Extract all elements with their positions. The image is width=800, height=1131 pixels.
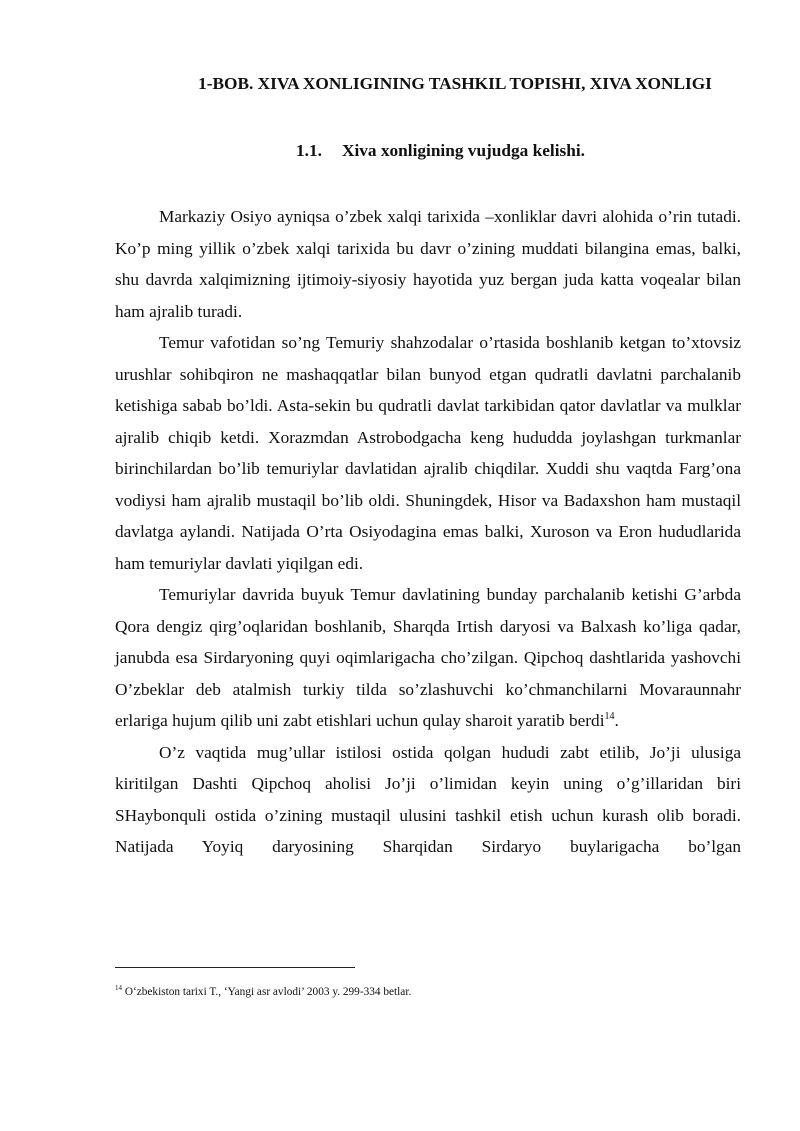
footnote-text: O‘zbekiston tarixi T., ‘Yangi asr avlodi’ 2003 y. 299-334 betlar. [124,986,412,998]
footnote-separator [115,967,355,968]
section-number: 1.1. [296,141,322,160]
paragraph-text: O’z vaqtida mug’ullar istilosi ostida qolgan hududi zabt etilib, Jo’ji ulusiga kiritilgan Dashti Qipchoq aholisi Jo’ji o’limidan keyin uning o’g’illaridan biri SHaybonquli ostida o’zining mustaqil ulusini tashkil etish uchun kurash olib boradi. Natijada Yoyiq daryosining Sharqidan Sirdaryo buylarigacha bo’lgan [115,742,741,856]
section-title: Xiva xonligining vujudga kelishi. [342,141,585,160]
paragraph-4 [115,737,741,863]
paragraph-text: Markaziy Osiyo ayniqsa o’zbek xalqi tarixida –xonliklar davri alohida o’rin tutadi. Ko’p ming yillik o’zbek xalqi tarixida bu davr o’zining muddati bilangina emas, balki, shu davrda xalqimizning ijtimoiy-siyosiy hayotida yuz bergan juda katta voqealar bilan ham ajralib turadi. [115,207,741,321]
paragraph-end-punctuation: . [614,711,619,730]
footnote-reference[interactable]: 14 [604,711,615,723]
footnote [115,986,411,998]
footnote-number: 14 [115,984,122,993]
paragraph-text: Temur vafotidan so’ng Temuriy shahzodalar o’rtasida boshlanib ketgan to’xtovsiz urushlar sohibqiron ne mashaqqatlar bilan bunyod etgan qudratli davlatni parchalanib ketishiga sabab bo’ldi. Asta-sekin bu qudratli davlat tarkibidan qator davlatlar va mulklar ajralib chiqib ketdi. Xorazmdan Astrobodgacha keng hududda joylashgan turkmanlar birinchilardan bo’lib temuriylar davlatidan ajralib chiqdilar. Xuddi shu vaqtda Farg’ona vodiysi ham ajralib mustaqil bo’lib oldi. Shuningdek, Hisor va Badaxshon ham mustaqil davlatga aylandi. Natijada O’rta Osiyodagina emas balki, Xuroson va Eron hududlarida ham temuriylar davlati yiqilgan edi. [115,333,741,573]
section-heading [296,141,585,161]
paragraph-3 [115,579,741,737]
paragraph-text: Temuriylar davrida buyuk Temur davlatining bunday parchalanib ketishi G’arbda Qora dengiz qirg’oqlaridan boshlanib, Sharqda Irtish daryosi va Balxash ko’liga qadar, janubda esa Sirdaryoning quyi oqimlarigacha cho’zilgan. Qipchoq dashtlarida yashovchi O’zbeklar deb atalmish turkiy tilda so’zlashuvchi ko’chmanchilarni Movaraunnahr erlariga hujum qilib uni zabt etishlari uchun qulay sharoit yaratib berdi [115,585,741,730]
paragraph-1 [115,201,741,327]
chapter-title: 1-BOB. XIVA XONLIGINING TASHKIL TOPISHI, XIVA XONLIGI [198,74,712,93]
body-text [115,201,741,863]
paragraph-2 [115,327,741,579]
